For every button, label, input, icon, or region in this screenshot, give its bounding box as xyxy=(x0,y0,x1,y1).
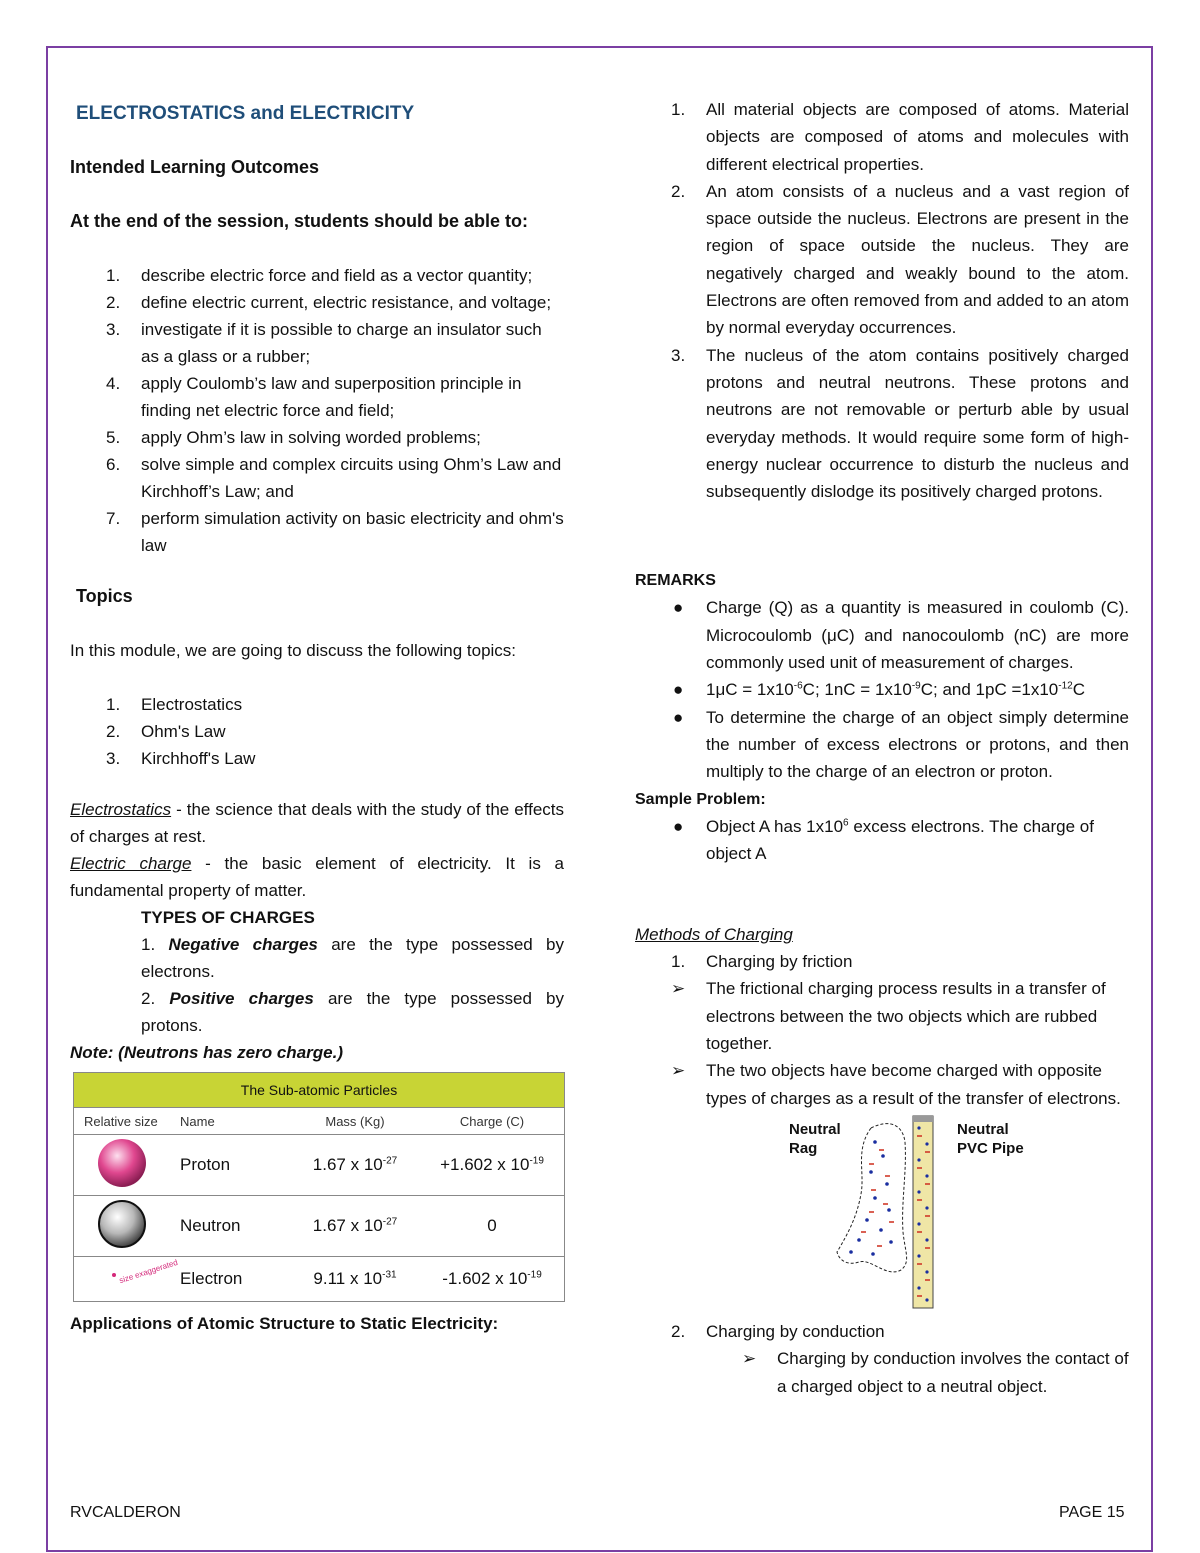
ilo-heading: Intended Learning Outcomes xyxy=(70,157,320,177)
ilo-intro: At the end of the session, students should be able to: xyxy=(70,211,529,231)
types-heading: TYPES OF CHARGES xyxy=(141,908,315,927)
atomic-points-list xyxy=(635,96,1129,505)
pipe-label: Neutral PVC Pipe xyxy=(957,1120,1024,1157)
neutron-sphere-icon xyxy=(96,1198,148,1250)
electron-dot-icon xyxy=(104,1257,180,1297)
left-column xyxy=(70,96,564,1337)
particle-name: Neutron xyxy=(180,1196,290,1257)
particle-mass: 1.67 x $10^{-27}$ xyxy=(290,1135,420,1196)
page-title: ELECTROSTATICS and ELECTRICITY xyxy=(76,103,415,124)
particle-mass: 1.67 x $10^{-27}$ xyxy=(290,1196,420,1257)
definition-electrostatics: Electrostatics - the science that deals with the study of the effects of charges at rest. xyxy=(70,800,564,846)
list-item: ➢ The frictional charging process results in a transfer of electrons between the two objects which are rubbed together. xyxy=(635,975,1129,1057)
list-item: 2. Charging by conduction xyxy=(671,1321,885,1341)
particle-name: Electron xyxy=(180,1257,290,1302)
list-item: ● To determine the charge of an object simply determine the number of excess electrons or protons, and then multiply to the charge of an electron or proton. xyxy=(673,707,1129,782)
method-1 xyxy=(635,948,1129,975)
list-item: 1. Charging by friction xyxy=(671,952,853,972)
list-item: 1. All material objects are composed of atoms. Material objects are composed of atoms and molecules with different electrical properties. xyxy=(671,100,1129,174)
particle-name: Proton xyxy=(180,1135,290,1196)
list-item: 4. apply Coulomb’s law and superposition principle in finding net electric force and field; xyxy=(106,374,522,420)
rag-label: Neutral Rag xyxy=(789,1120,841,1157)
electron-size-note: size exaggerated xyxy=(118,1257,179,1286)
list-item: 1. describe electric force and field as a vector quantity; xyxy=(106,266,533,285)
list-item: 6. solve simple and complex circuits using Ohm’s Law and Kirchhoff’s Law; and xyxy=(106,455,562,501)
list-item: 2. define electric current, electric resistance, and voltage; xyxy=(106,293,552,312)
particle-charge: +1.602 x $10^{-19}$ xyxy=(420,1135,564,1196)
applications-heading: Applications of Atomic Structure to Static Electricity: xyxy=(70,1314,499,1333)
type-positive: 2. Positive charges are the type possessed by protons. xyxy=(141,989,565,1035)
list-item: ➢ Charging by conduction involves the contact of a charged object to a neutral object. xyxy=(635,1345,1129,1400)
arrow-bullet-icon: ➢ xyxy=(671,1061,686,1081)
remarks-heading: REMARKS xyxy=(635,572,716,590)
list-item: 2. An atom consists of a nucleus and a vast region of space outside the nucleus. Electrons are present in the region of space outside the nucleus. They are negatively charged and weakly bound to the atom. Electrons are often removed from and added to an atom by normal everyday occurrences. xyxy=(671,181,1129,338)
topics-intro: In this module, we are going to discuss the following topics: xyxy=(70,641,517,660)
table-row xyxy=(74,1257,564,1302)
table-row xyxy=(74,1135,564,1196)
list-item: 3. The nucleus of the atom contains positively charged protons and neutral neutrons. These protons and neutrons are not removable or perturb able by usual everyday methods. It would require some form of high-energy nuclear occurrence to disturb the nucleus and subsequently dislodge its positively charged protons. xyxy=(671,345,1129,502)
topics-heading: Topics xyxy=(76,586,133,606)
table-header: Mass (Kg) xyxy=(290,1108,420,1135)
proton-sphere-icon xyxy=(96,1137,148,1189)
outcomes-list xyxy=(70,262,564,559)
sample-list xyxy=(635,813,1129,868)
footer-author: RVCALDERON xyxy=(70,1504,181,1521)
topics-list xyxy=(70,691,564,772)
arrow-bullet-icon: ➢ xyxy=(671,979,686,999)
list-item: ● $1\mu C = 1x10^{-6}C$; $1nC = 1x10^{-9}C$; and $1pC =1x10^{-12}C$ xyxy=(673,680,1085,700)
list-item: 7. perform simulation activity on basic electricity and ohm's law xyxy=(106,509,564,555)
list-item: ● Charge (Q) as a quantity is measured in coulomb (C). Microcoulomb (μC) and nanocoulomb (nC) are more commonly used unit of measurement of charges. xyxy=(673,598,1129,673)
subatomic-table xyxy=(73,1072,565,1302)
sample-heading: Sample Problem: xyxy=(635,790,766,808)
list-item: 5. apply Ohm’s law in solving worded problems; xyxy=(106,428,481,447)
table-row xyxy=(74,1196,564,1257)
footer-page-number: PAGE 15 xyxy=(1059,1504,1125,1521)
method-1-points xyxy=(635,975,1129,1111)
rag-and-pipe-drawing xyxy=(831,1112,951,1312)
remarks-list xyxy=(635,594,1129,785)
list-item: 3. Kirchhoff's Law xyxy=(106,749,256,768)
right-column xyxy=(635,96,1129,1400)
list-item: 1. Electrostatics xyxy=(106,695,243,714)
particle-charge: -1.602 x $10^{-19}$ xyxy=(420,1257,564,1302)
methods-heading: Methods of Charging xyxy=(635,925,793,945)
friction-figure xyxy=(635,1112,1129,1318)
table-header: Name xyxy=(180,1108,290,1135)
list-item: ➢ The two objects have become charged with opposite types of charges as a result of the transfer of electrons. xyxy=(635,1057,1129,1112)
note: Note: (Neutrons has zero charge.) xyxy=(70,1043,343,1062)
particle-charge: 0 xyxy=(420,1196,564,1257)
method-2-points xyxy=(635,1345,1129,1400)
table-title: The Sub-atomic Particles xyxy=(74,1073,564,1108)
list-item: 2. Ohm's Law xyxy=(106,722,226,741)
list-item: ● Object A has $1x10^6$ excess electrons. The charge of object A xyxy=(673,816,1094,863)
table-header: Relative size xyxy=(74,1108,180,1135)
definition-electric-charge: Electric charge - the basic element of electricity. It is a fundamental property of matter. xyxy=(70,854,564,900)
arrow-bullet-icon: ➢ xyxy=(742,1349,757,1369)
method-2 xyxy=(635,1318,1129,1345)
type-negative: 1. Negative charges are the type possessed by electrons. xyxy=(141,935,565,981)
list-item: 3. investigate if it is possible to charge an insulator such as a glass or a rubber; xyxy=(106,320,542,366)
particle-mass: 9.11 x $10^{-31}$ xyxy=(290,1257,420,1302)
table-header: Charge (C) xyxy=(420,1108,564,1135)
